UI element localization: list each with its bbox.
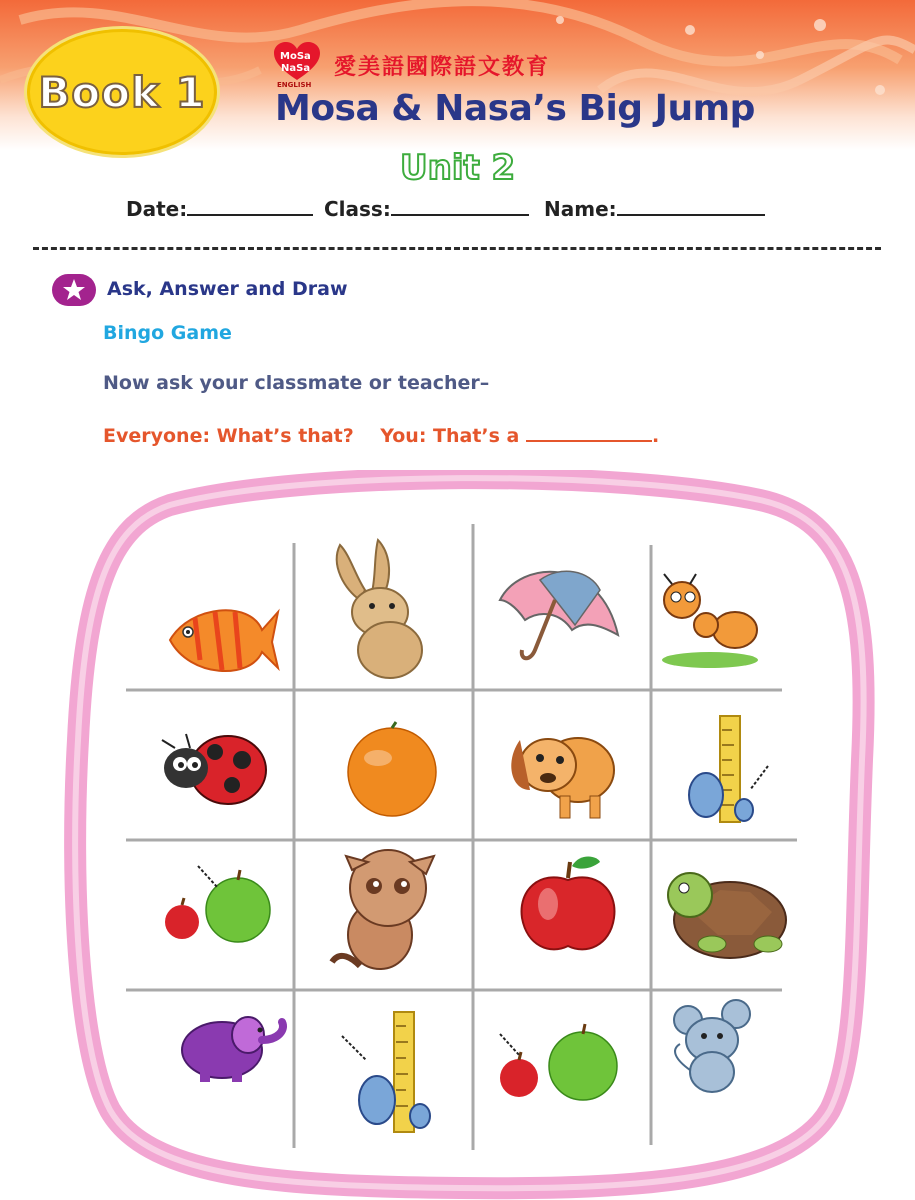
prompt-everyone: Everyone: What’s that? <box>103 425 354 447</box>
date-line[interactable] <box>187 196 313 216</box>
fish-icon <box>170 610 278 671</box>
bear-ruler-icon <box>689 716 768 822</box>
umbrella-icon <box>500 571 618 658</box>
class-field[interactable] <box>324 196 529 221</box>
section-title: Ask, Answer and Draw <box>107 278 348 300</box>
orange-icon <box>348 722 436 816</box>
dog-icon <box>511 738 614 818</box>
star-icon <box>62 278 86 302</box>
logo-caption: ENGLISH <box>277 81 312 89</box>
turtle-icon <box>668 873 786 958</box>
class-label: Class: <box>324 197 391 221</box>
rabbit-icon <box>337 540 422 678</box>
apples-small-icon <box>165 866 270 942</box>
ant-icon <box>662 574 758 668</box>
ladybug-icon <box>162 734 266 804</box>
elephant-icon <box>182 1017 283 1082</box>
name-field[interactable] <box>544 196 765 221</box>
date-field[interactable] <box>126 196 313 221</box>
class-line[interactable] <box>391 196 529 216</box>
bear-ruler-icon <box>342 1012 430 1132</box>
name-label: Name: <box>544 197 617 221</box>
cut-line <box>33 247 881 250</box>
mouse-icon <box>674 1000 750 1092</box>
date-label: Date: <box>126 197 188 221</box>
unit-title: Unit 2 <box>400 148 516 188</box>
game-title: Bingo Game <box>103 322 232 344</box>
book-label: Book 1 <box>38 67 206 117</box>
svg-text:NaSa: NaSa <box>281 63 311 74</box>
svg-text:MoSa: MoSa <box>280 51 311 62</box>
book-badge <box>24 26 220 158</box>
prompt-you: You: That’s a <box>380 425 520 447</box>
apples-small-icon <box>500 1024 617 1100</box>
page-title: Mosa & Nasa’s Big Jump <box>275 88 755 129</box>
board-frame <box>75 478 863 1188</box>
school-name: 愛美語國際語文教育 <box>334 55 551 80</box>
bingo-board <box>0 470 915 1200</box>
prompt-end: . <box>652 425 660 447</box>
instruction-text: Now ask your classmate or teacher– <box>103 372 490 394</box>
dialogue-prompt <box>103 423 659 447</box>
mosa-nasa-logo-icon <box>274 42 320 82</box>
name-line[interactable] <box>617 196 765 216</box>
red-apple-icon <box>522 857 615 950</box>
cat-icon <box>332 850 434 969</box>
section-badge <box>52 274 96 306</box>
answer-blank[interactable] <box>526 423 652 442</box>
